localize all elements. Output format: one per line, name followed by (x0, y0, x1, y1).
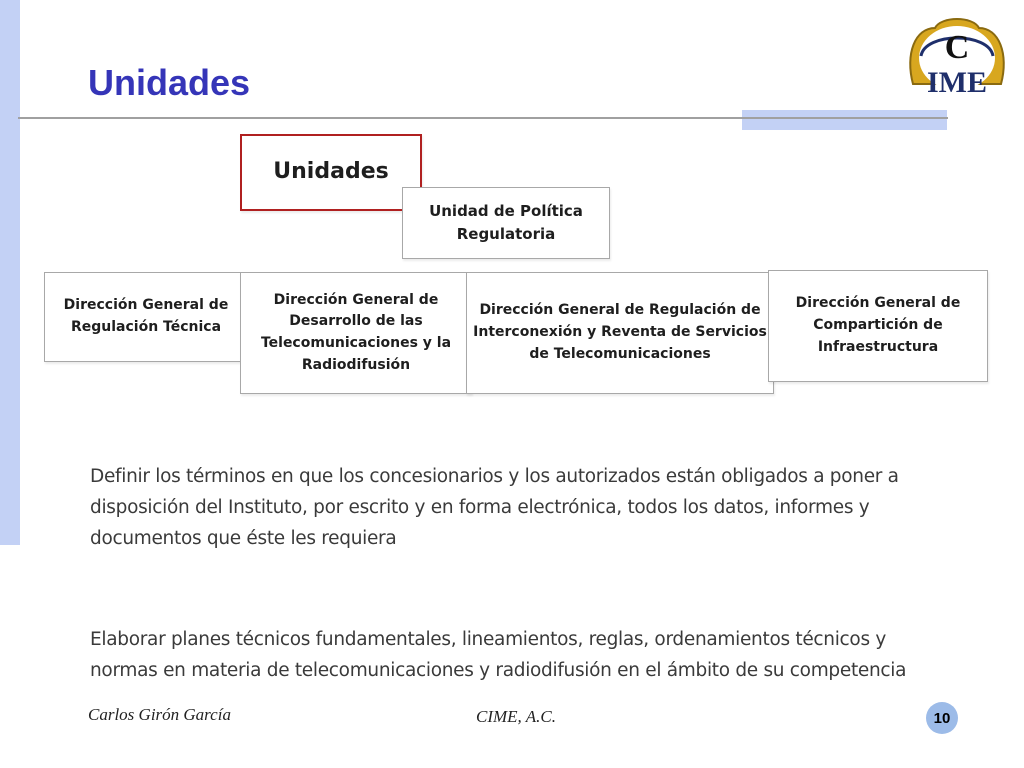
logo-letter-c: C (944, 29, 970, 66)
left-accent-bar (0, 0, 20, 545)
footer-author: Carlos Girón García (88, 705, 231, 724)
org-box-interconnection: Dirección General de Regulación de Interconexión y Reventa de Servicios de Telecomunicaciones (466, 272, 774, 394)
paragraph-1: Definir los términos en que los concesionarios y los autorizados están obligados a poner a disposición del Instituto, por escrito y en forma electrónica, todos los datos, informes y documentos que éste les requiera (90, 466, 899, 549)
title-accent-bar (742, 110, 947, 130)
slide-title: Unidades (88, 62, 251, 103)
footer-org: CIME, A.C. (476, 707, 556, 726)
org-box-unidades: Unidades (240, 134, 422, 211)
paragraph-2: Elaborar planes técnicos fundamentales, lineamientos, reglas, ordenamientos técnicos y normas en materia de telecomunicaciones y radiodifusión en el ámbito de su competencia (90, 629, 907, 681)
org-box-technical-regulation: Dirección General de Regulación Técnica (44, 272, 248, 362)
title-divider (18, 117, 948, 119)
org-box-policy-unit: Unidad de Política Regulatoria (402, 187, 610, 259)
cime-logo (905, 14, 1009, 108)
org-box-development: Dirección General de Desarrollo de las Telecomunicaciones y la Radiodifusión (240, 272, 472, 394)
page-number-badge: 10 (926, 702, 958, 734)
logo-letters-ime: IME (927, 66, 987, 99)
org-box-infrastructure: Dirección General de Compartición de Infraestructura (768, 270, 988, 382)
